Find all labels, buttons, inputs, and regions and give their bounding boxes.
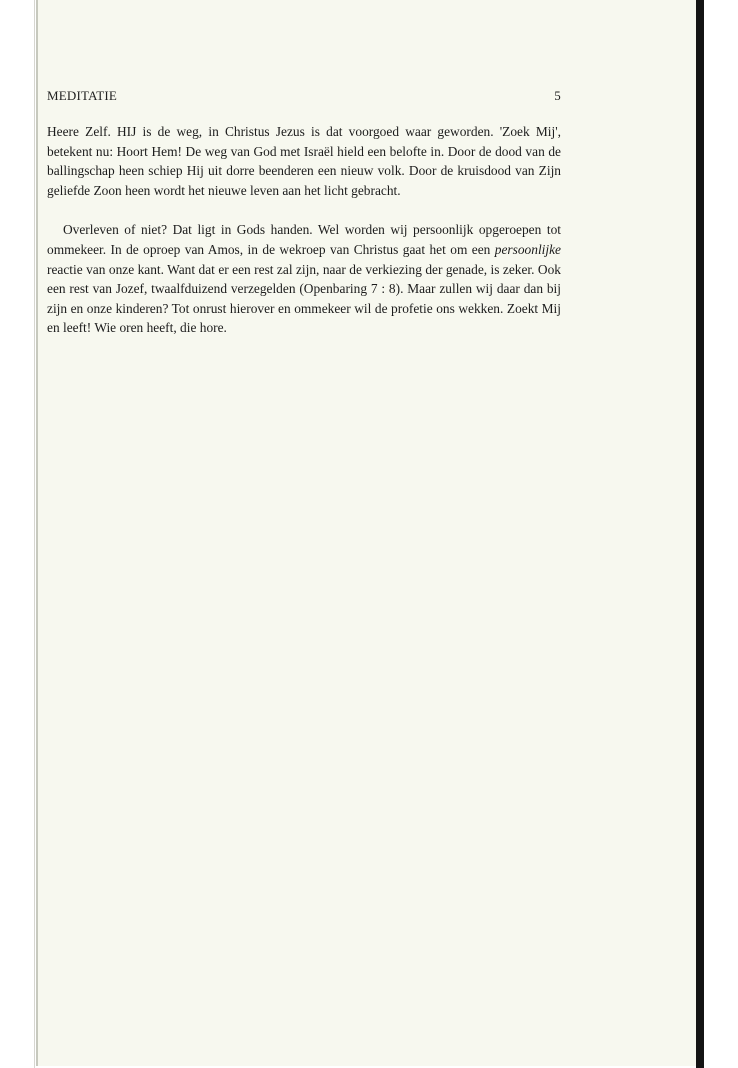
body-text xyxy=(47,122,561,338)
gutter-line xyxy=(34,0,35,1068)
paragraph-2-part-1: Overleven of niet? Dat ligt in Gods handen. Wel worden wij persoonlijk opgeroepen tot ommekeer. In de oproep van Amos, in de wekroep van Christus gaat het om een xyxy=(47,222,561,257)
paragraph-2 xyxy=(47,220,561,338)
paragraph-1: Heere Zelf. HIJ is de weg, in Christus Jezus is dat voorgoed waar geworden. 'Zoek Mij', betekent nu: Hoort Hem! De weg van God met Israël hield een belofte in. Door de dood van de ballingschap heen schiep Hij uit dorre beenderen een nieuw volk. Door de kruisdood van Zijn geliefde Zoon heen wordt het nieuwe leven aan het licht gebracht. xyxy=(47,124,561,198)
page-number: 5 xyxy=(554,88,561,103)
paragraph-2-part-2: reactie van onze kant. Want dat er een rest zal zijn, naar de verkiezing der genade, is zeker. Ook een rest van Jozef, twaalfduizend verzegelden (Openbaring 7 : 8). Maar zullen wij daar dan bij zijn en onze kinderen? Tot onrust hierover en ommekeer wil de profetie ons wekken. Zoekt Mij en leeft! Wie oren heeft, die hore. xyxy=(47,261,561,336)
page-edge-shadow xyxy=(696,0,704,1068)
italic-emphasis: persoonlijke xyxy=(494,241,561,257)
running-head-title: MEDITATIE xyxy=(47,88,118,103)
